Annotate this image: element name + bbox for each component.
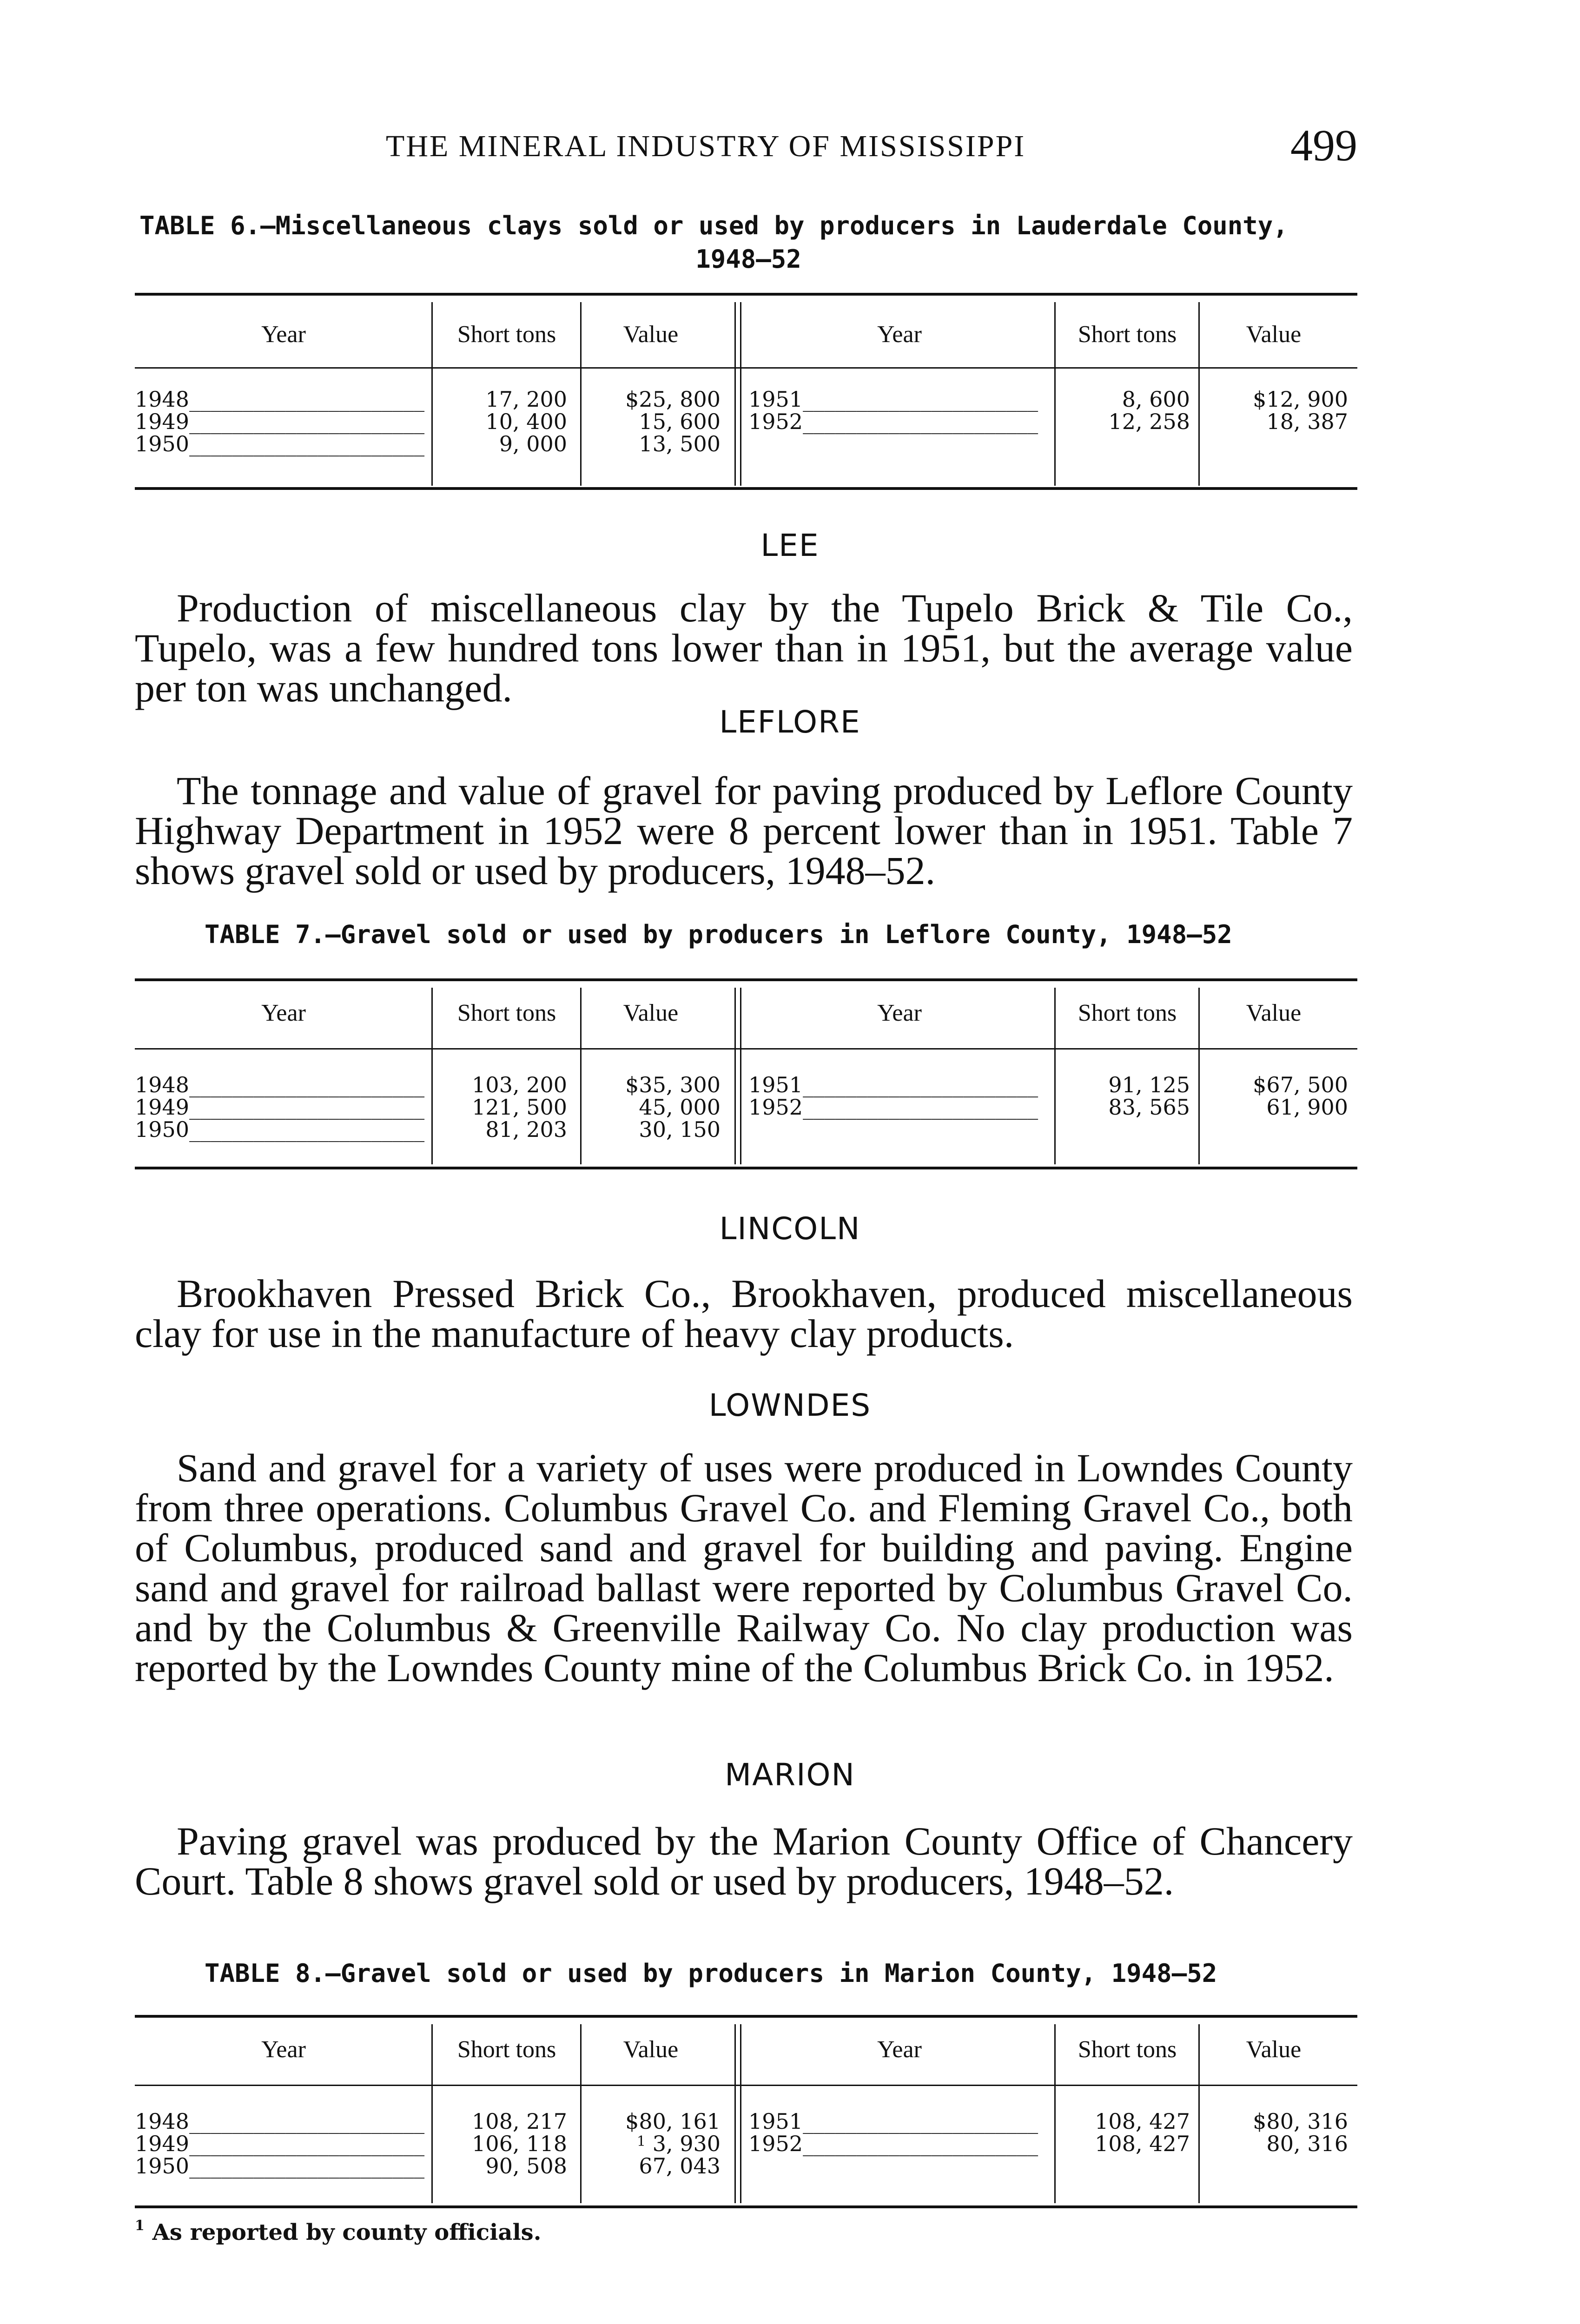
paragraph-lee: Production of miscellaneous clay by the Tupelo Brick & Tile Co., Tupelo, was a few hundred tons lower than in 1951, but the average value per ton was unchanged. xyxy=(135,586,1353,710)
column-divider xyxy=(734,302,736,486)
col-header-value: Value xyxy=(623,1000,679,1026)
table-cell-value: $80, 161 xyxy=(625,2109,721,2134)
table-cell-tons: 108, 217 xyxy=(472,2109,567,2134)
table-row-year: 1950______________________ xyxy=(135,2153,425,2179)
col-header-year: Year xyxy=(261,1000,306,1026)
column-divider xyxy=(740,302,741,486)
table-row-year: 1951______________________ xyxy=(748,387,1038,412)
year-column-left xyxy=(135,388,428,455)
table-cell-tons: 106, 118 xyxy=(472,2131,567,2156)
tons-column-right xyxy=(1055,388,1190,433)
col-header-value: Value xyxy=(1246,2036,1302,2063)
table-row-year: 1952______________________ xyxy=(748,1095,1038,1120)
table-cell-tons: 81, 203 xyxy=(485,1117,567,1142)
section-heading-lee: LEE xyxy=(760,528,820,563)
col-header-value: Value xyxy=(1246,1000,1302,1026)
table-top-rule xyxy=(135,2015,1357,2018)
table-cell-tons: 108, 427 xyxy=(1095,2109,1190,2134)
table-cell-tons: 83, 565 xyxy=(1108,1095,1190,1120)
col-header-short-tons: Short tons xyxy=(457,1000,556,1026)
table-cell-value: $80, 316 xyxy=(1253,2109,1348,2134)
table-cell-value: 80, 316 xyxy=(1266,2131,1348,2156)
table-row-year: 1949______________________ xyxy=(135,1095,425,1120)
year-column-right xyxy=(748,388,1051,433)
column-divider xyxy=(740,2024,741,2203)
table-cell-tons: 12, 258 xyxy=(1108,409,1190,434)
table6-caption-years: 1948–52 xyxy=(695,244,801,274)
table-cell-value: 15, 600 xyxy=(639,409,721,434)
table-bottom-rule xyxy=(135,2205,1357,2208)
value-column-right xyxy=(1199,388,1348,433)
table-cell-tons: 8, 600 xyxy=(1122,387,1190,412)
page-number: 499 xyxy=(1290,120,1357,170)
year-column-right xyxy=(748,1074,1051,1118)
table-cell-value: $25, 800 xyxy=(625,387,721,412)
table-row-year: 1948______________________ xyxy=(135,2109,425,2134)
table-row-year: 1951______________________ xyxy=(748,1072,1038,1097)
col-header-short-tons: Short tons xyxy=(1078,1000,1177,1026)
table6-caption xyxy=(139,209,1357,276)
table-row-year: 1952______________________ xyxy=(748,409,1038,434)
table7-label: TABLE 7. xyxy=(205,920,326,949)
col-header-value: Value xyxy=(1246,321,1302,348)
col-header-year: Year xyxy=(877,2036,922,2063)
value-column-left xyxy=(581,388,721,455)
table7-caption-text: —Gravel sold or used by producers in Leflore County, 1948–52 xyxy=(325,920,1232,949)
table-cell-tons: 90, 508 xyxy=(485,2153,567,2179)
column-divider xyxy=(734,988,736,1164)
table-header-rule xyxy=(135,2085,1357,2086)
value-column-left xyxy=(581,1074,721,1141)
table-header-rule xyxy=(135,1048,1357,1050)
table-row-year: 1949______________________ xyxy=(135,2131,425,2156)
table-header-rule xyxy=(135,367,1357,369)
col-header-year: Year xyxy=(261,321,306,348)
table-cell-tons: 17, 200 xyxy=(485,387,567,412)
col-header-year: Year xyxy=(261,2036,306,2063)
column-divider xyxy=(740,988,741,1164)
running-header xyxy=(135,120,1357,174)
table-cell-tons: 10, 400 xyxy=(485,409,567,434)
table-row-year: 1949______________________ xyxy=(135,409,425,434)
tons-column-left xyxy=(432,1074,567,1141)
table7-caption xyxy=(205,918,1232,951)
table-cell-tons: 9, 000 xyxy=(499,431,567,456)
col-header-short-tons: Short tons xyxy=(457,2036,556,2063)
table-bottom-rule xyxy=(135,487,1357,490)
table-top-rule xyxy=(135,293,1357,296)
col-header-year: Year xyxy=(877,321,922,348)
table-row-year: 1952______________________ xyxy=(748,2131,1038,2156)
table-cell-value: $12, 900 xyxy=(1253,387,1348,412)
year-column-right xyxy=(748,2110,1051,2155)
table-cell-value: 67, 043 xyxy=(639,2153,721,2179)
footnote xyxy=(135,2219,541,2245)
table-cell-value: 30, 150 xyxy=(639,1117,721,1142)
footnote-text: As reported by county officials. xyxy=(152,2219,542,2245)
header-title: THE MINERAL INDUSTRY OF MISSISSIPPI xyxy=(386,129,1026,163)
table7 xyxy=(135,978,1357,1178)
table-cell-value: 61, 900 xyxy=(1266,1095,1348,1120)
table6 xyxy=(135,293,1357,493)
col-header-value: Value xyxy=(623,321,679,348)
table-cell-value: 13, 500 xyxy=(639,431,721,456)
table8 xyxy=(135,2015,1357,2215)
table-cell-value: $35, 300 xyxy=(625,1072,721,1097)
paragraph-leflore: The tonnage and value of gravel for paving produced by Leflore County Highway Department in 1952 were 8 percent lower than in 1951. Table 7 shows gravel sold or used by producers, 1948–52. xyxy=(135,768,1353,893)
col-header-short-tons: Short tons xyxy=(1078,321,1177,348)
col-header-short-tons: Short tons xyxy=(457,321,556,348)
paragraph-marion: Paving gravel was produced by the Marion County Office of Chancery Court. Table 8 shows gravel sold or used by producers, 1948–52. xyxy=(135,1819,1353,1903)
table-cell-value: $^1$ 3, 930 xyxy=(636,2131,721,2156)
section-heading-lowndes: LOWNDES xyxy=(708,1387,872,1423)
year-column-left xyxy=(135,2110,428,2177)
table8-caption-text: —Gravel sold or used by producers in Marion County, 1948–52 xyxy=(325,1959,1217,1988)
table-row-year: 1948______________________ xyxy=(135,1072,425,1097)
table-row-year: 1951______________________ xyxy=(748,2109,1038,2134)
table-row-year: 1948______________________ xyxy=(135,387,425,412)
value-column-right xyxy=(1199,1074,1348,1118)
year-column-left xyxy=(135,1074,428,1141)
tons-column-right xyxy=(1055,1074,1190,1118)
col-header-year: Year xyxy=(877,1000,922,1026)
tons-column-left xyxy=(432,2110,567,2177)
table-cell-tons: 91, 125 xyxy=(1108,1072,1190,1097)
table-top-rule xyxy=(135,978,1357,981)
section-heading-marion: MARION xyxy=(725,1757,855,1793)
paragraph-lowndes: Sand and gravel for a variety of uses were produced in Lowndes County from three operations. Columbus Gravel Co. and Fleming Gravel Co., both of Columbus, produced sand and gravel for building and paving. Engine sand and gravel for railroad ballast were reported by Columbus Gravel Co. and by the Columbus & Greenville Railway Co. No clay production was reported by the Lowndes County mine of the Columbus Brick Co. in 1952. xyxy=(135,1446,1353,1690)
table-cell-tons: 108, 427 xyxy=(1095,2131,1190,2156)
col-header-value: Value xyxy=(623,2036,679,2063)
section-heading-lincoln: LINCOLN xyxy=(719,1211,861,1247)
col-header-short-tons: Short tons xyxy=(1078,2036,1177,2063)
table-row-year: 1950______________________ xyxy=(135,1117,425,1142)
value-column-left xyxy=(581,2110,721,2177)
footnote-marker: 1 xyxy=(636,2133,646,2150)
table-cell-value: 45, 000 xyxy=(639,1095,721,1120)
table8-caption xyxy=(205,1957,1217,1990)
tons-column-right xyxy=(1055,2110,1190,2155)
footnote-marker: 1 xyxy=(135,2218,145,2234)
table6-label: TABLE 6. xyxy=(139,211,261,240)
paragraph-lincoln: Brookhaven Pressed Brick Co., Brookhaven, produced miscellaneous clay for use in the manufacture of heavy clay products. xyxy=(135,1271,1353,1356)
table6-caption-text: —Miscellaneous clays sold or used by producers in Lauderdale County, xyxy=(260,211,1288,240)
tons-column-left xyxy=(432,388,567,455)
table-bottom-rule xyxy=(135,1167,1357,1169)
value-column-right xyxy=(1199,2110,1348,2155)
table8-label: TABLE 8. xyxy=(205,1959,326,1988)
section-heading-leflore: LEFLORE xyxy=(719,704,861,740)
column-divider xyxy=(734,2024,736,2203)
table-cell-tons: 121, 500 xyxy=(472,1095,567,1120)
table-cell-tons: 103, 200 xyxy=(472,1072,567,1097)
table-cell-value: 18, 387 xyxy=(1266,409,1348,434)
table-row-year: 1950______________________ xyxy=(135,431,425,456)
table-cell-value: $67, 500 xyxy=(1253,1072,1348,1097)
